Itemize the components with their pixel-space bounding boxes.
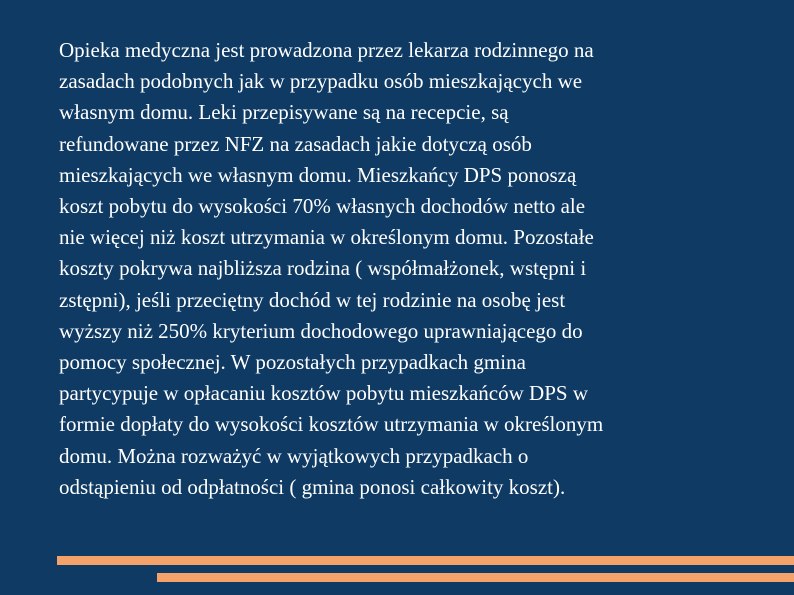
text-line-5: mieszkających we własnym domu. Mieszkańcy DPS ponoszą	[59, 162, 577, 187]
text-line-11: pomocy społecznej. W pozostałych przypadkach gmina	[59, 350, 526, 375]
text-line-14: domu. Można rozważyć w wyjątkowych przypadkach o	[59, 443, 529, 468]
text-line-4: refundowane przez NFZ na zasadach jakie dotyczą osób	[59, 131, 532, 156]
text-line-13: formie dopłaty do wysokości kosztów utrzymania w określonym	[59, 412, 604, 437]
text-line-3: własnym domu. Leki przepisywane są na recepcie, są	[59, 100, 509, 125]
text-line-1: Opieka medyczna jest prowadzona przez lekarza rodzinnego na	[59, 38, 594, 62]
text-line-7: nie więcej niż koszt utrzymania w określonym domu. Pozostałe	[59, 225, 594, 250]
text-line-2: zasadach podobnych jak w przypadku osób mieszkających we	[59, 69, 583, 94]
body-text	[59, 35, 779, 503]
text-line-10: wyższy niż 250% kryterium dochodowego uprawniającego do	[59, 318, 583, 343]
text-line-12: partycypuje w opłacaniu kosztów pobytu mieszkańców DPS w	[59, 381, 588, 406]
text-line-15: odstąpieniu od odpłatności ( gmina ponosi całkowity koszt).	[59, 474, 566, 499]
text-line-6: koszt pobytu do wysokości 70% własnych dochodów netto ale	[59, 194, 586, 219]
text-line-9: zstępni), jeśli przeciętny dochód w tej rodzinie na osobę jest	[59, 287, 566, 312]
text-line-8: koszty pokrywa najbliższa rodzina ( współmałżonek, wstępni i	[59, 256, 587, 281]
accent-bar-bottom	[157, 573, 794, 582]
accent-bar-top	[57, 556, 794, 565]
